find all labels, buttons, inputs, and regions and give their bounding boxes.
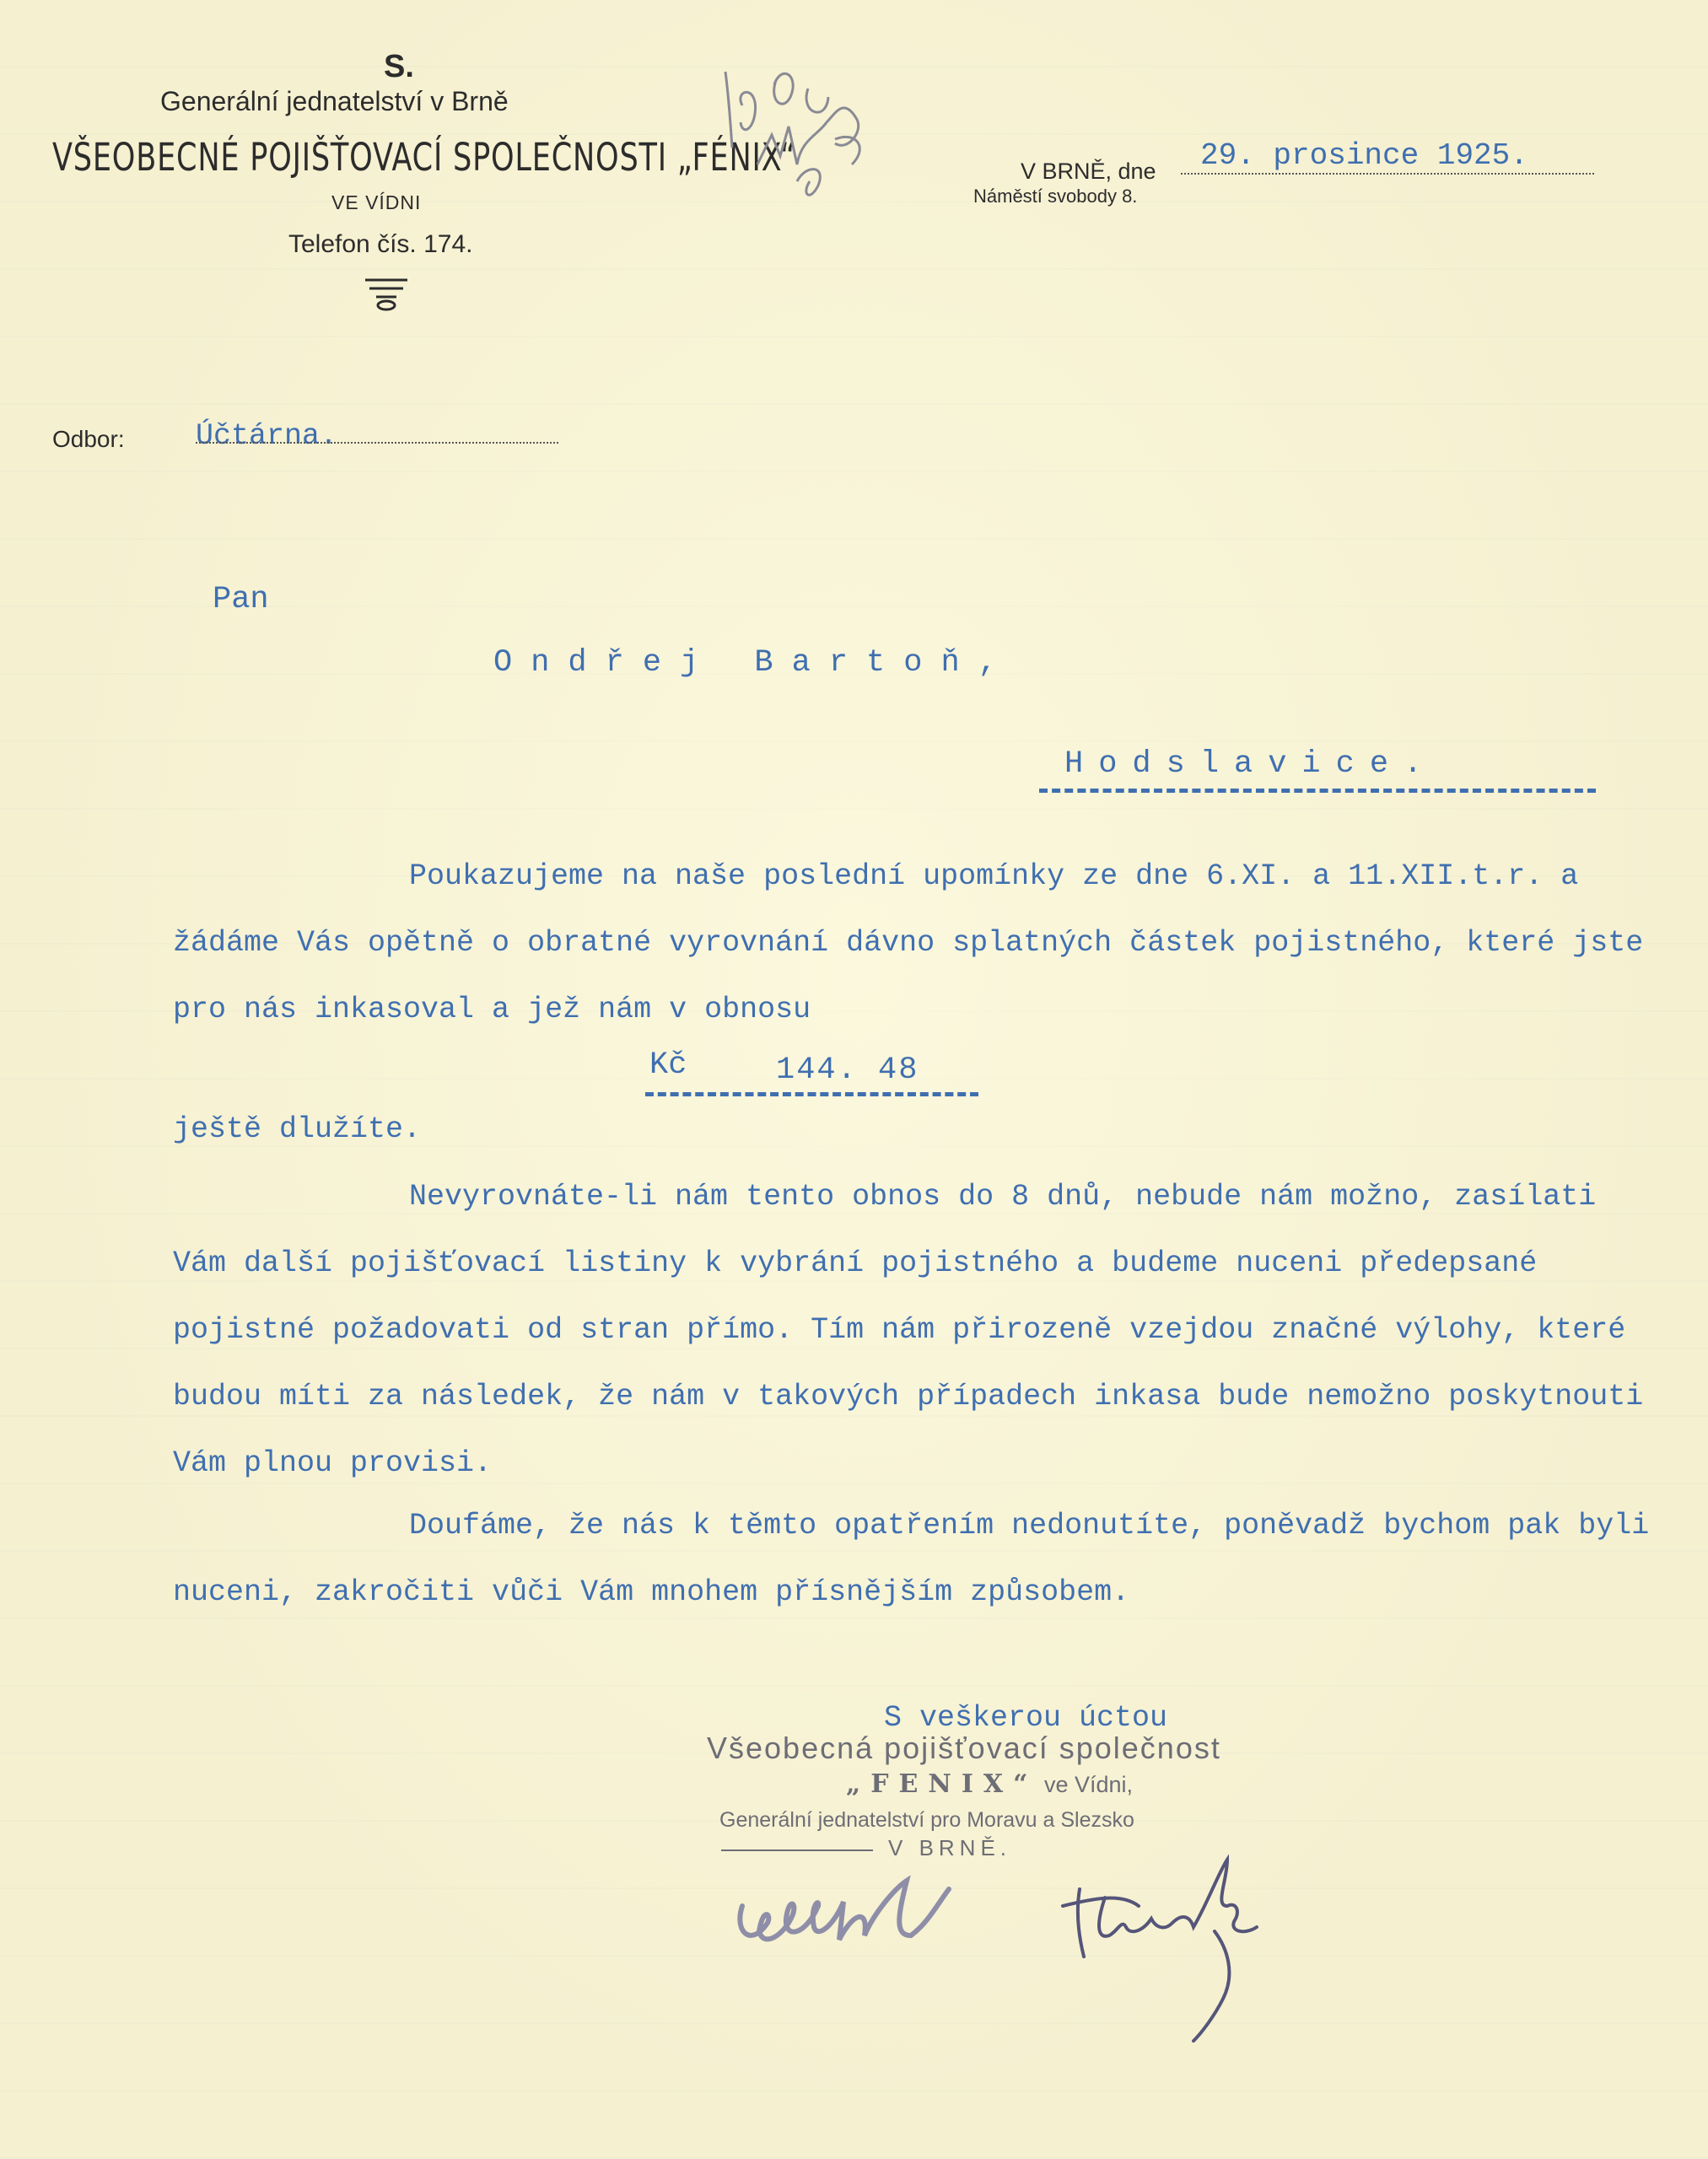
paragraph-3 (173, 1493, 1657, 1626)
paragraph-1-end: ještě dlužíte. (173, 1112, 422, 1146)
place-underline (1039, 789, 1596, 793)
signature-2-icon (1046, 1847, 1324, 2049)
recipient-name: Ondřej Bartoň, (493, 645, 1016, 681)
closing-phrase: S veškerou úctou (884, 1701, 1168, 1735)
letterhead-vienna: VE VÍDNI (331, 191, 422, 213)
letterhead-agency: Generální jednatelství v Brně (160, 86, 509, 116)
department-label: Odbor: (52, 426, 125, 452)
handwritten-note-icon (709, 38, 902, 215)
amount-currency: Kč (649, 1047, 687, 1083)
paragraph-1 (173, 843, 1657, 1043)
salutation: Pan (213, 582, 269, 617)
company-address: Náměstí svobody 8. (973, 186, 1138, 207)
paragraph-2 (173, 1164, 1657, 1497)
stamp-company-name: „FENIX“ (846, 1769, 1038, 1799)
paragraph-2-text: Nevyrovnáte-li nám tento obnos do 8 dnů, nebude nám možno, zasílati Vám další pojišťovací listiny k vybrání pojistného a budeme nuceni předepsané pojistné požadovati od stran přímo. Tím nám přirozeně vzejdou značné výlohy, které budou míti za následek, že nám v takových případech inkasa bude nemožno poskytnouti Vám plnou provisi. (173, 1180, 1644, 1480)
letterhead-symbol: S. (384, 49, 414, 84)
stamp-line-2 (846, 1769, 1133, 1799)
stamp-line-3: Generální jednatelství pro Moravu a Slezsko (719, 1808, 1134, 1832)
paragraph-3-text: Doufáme, že nás k těmto opatřením nedonutíte, poněvadž bychom pak byli nuceni, zakročiti vůči Vám mnohem přísnějším způsobem. (173, 1509, 1650, 1609)
stamp-line-1: Všeobecná pojišťovací společnost (707, 1731, 1221, 1765)
telephone-ornament-icon (361, 275, 412, 314)
amount-value: 144. 48 (776, 1053, 919, 1088)
recipient-place: Hodslavice. (1064, 746, 1438, 782)
letterhead-company: VŠEOBECNÉ POJIŠŤOVACÍ SPOLEČNOSTI „FÉNIX“ (52, 135, 796, 180)
stamp-arrow-line (721, 1849, 873, 1851)
stamp-line-4: V BRNĚ. (888, 1835, 1012, 1860)
date-dotted-line (1181, 173, 1594, 175)
department-dotted-line (196, 442, 558, 444)
letterhead-phone: Telefon čís. 174. (288, 230, 473, 258)
signature-1-icon (725, 1855, 1004, 1965)
city-label: V BRNĚ, dne (1021, 159, 1156, 184)
stamp-location: ve Vídni, (1043, 1772, 1133, 1797)
paragraph-1-text: Poukazujeme na naše poslední upomínky ze dne 6.XI. a 11.XII.t.r. a žádáme Vás opětně o obratné vyrovnání dávno splatných částek pojistného, které jste pro nás inkasoval a jež nám v obnosu (173, 859, 1644, 1026)
department-value: Účtárna. (196, 419, 338, 453)
letter-date: 29. prosince 1925. (1200, 138, 1528, 173)
